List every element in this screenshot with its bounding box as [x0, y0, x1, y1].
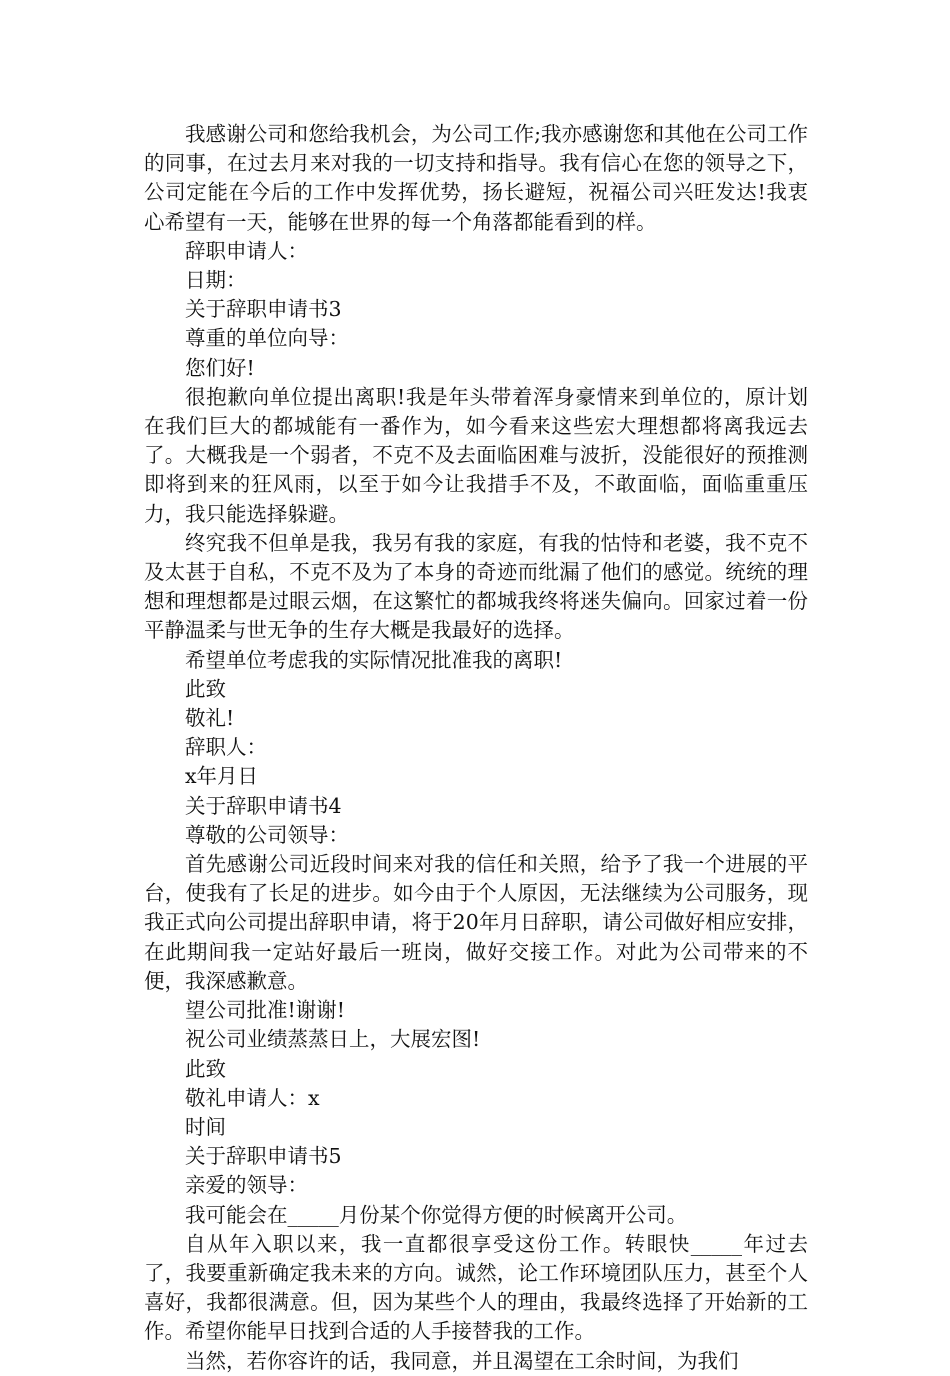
paragraph: 我可能会在_____月份某个你觉得方便的时候离开公司。: [185, 1202, 688, 1227]
paragraph: 亲爱的领导：: [185, 1173, 308, 1198]
paragraph: 此致: [185, 676, 226, 701]
paragraph: 辞职人：: [185, 735, 267, 760]
paragraph: 此致: [185, 1056, 226, 1081]
paragraph: 关于辞职申请书4: [185, 793, 342, 818]
paragraph: 辞职申请人：: [185, 238, 308, 263]
paragraph: 自从年入职以来，我一直都很享受这份工作。转眼快_____年过去了，我要重新确定我未来的方向。诚然，论工作环境团队压力，甚至个人喜好，我都很满意。但，因为某些个人的理由，我最终选择了开始新的工作。希望你能早日找到合适的人手接替我的工作。: [144, 1231, 808, 1344]
paragraph: x年月日: [185, 764, 259, 789]
paragraph: 关于辞职申请书3: [185, 297, 342, 322]
paragraph: 时间: [185, 1114, 226, 1139]
paragraph: 很抱歉向单位提出离职!我是年头带着浑身豪情来到单位的，原计划在我们巨大的都城能有一番作为，如今看来这些宏大理想都将离我远去了。大概我是一个弱者，不克不及去面临困难与波折，没能很好的预推测即将到来的狂风雨，以至于如今让我措手不及，不敢面临，面临重重压力，我只能选择躲避。: [144, 384, 808, 526]
paragraph: 敬礼!: [185, 706, 235, 731]
paragraph: 关于辞职申请书5: [185, 1144, 342, 1169]
paragraph: 日期：: [185, 268, 247, 293]
paragraph: 您们好!: [185, 355, 255, 380]
paragraph: 终究我不但单是我，我另有我的家庭，有我的怙恃和老婆，我不克不及太甚于自私，不克不及为了本身的奇迹而纰漏了他们的感觉。统统的理想和理想都是过眼云烟，在这繁忙的都城我终将迷失偏向。回家过着一份平静温柔与世无争的生存大概是我最好的选择。: [144, 530, 808, 643]
paragraph: 我感谢公司和您给我机会，为公司工作;我亦感谢您和其他在公司工作的同事，在过去月来对我的一切支持和指导。我有信心在您的领导之下，公司定能在今后的工作中发挥优势，扬长避短，祝福公司兴旺发达!我衷心希望有一天，能够在世界的每一个角落都能看到的样。: [144, 122, 808, 234]
paragraph: 首先感谢公司近段时间来对我的信任和关照，给予了我一个进展的平台，使我有了长足的进步。如今由于个人原因，无法继续为公司服务，现我正式向公司提出辞职申请，将于20年月日辞职，请公司做好相应安排，在此期间我一定站好最后一班岗，做好交接工作。对此为公司带来的不便，我深感歉意。: [144, 852, 808, 993]
paragraph: 尊敬的公司领导：: [185, 822, 349, 847]
paragraph: 当然，若你容许的话，我同意，并且渴望在工余时间，为我们: [185, 1348, 739, 1373]
paragraph: 希望单位考虑我的实际情况批准我的离职!: [185, 647, 563, 672]
paragraph: 望公司批准!谢谢!: [185, 998, 345, 1023]
paragraph: 祝公司业绩蒸蒸日上，大展宏图!: [185, 1027, 481, 1052]
document-body: [144, 120, 808, 1376]
paragraph: 尊重的单位向导：: [185, 326, 349, 351]
paragraph: 敬礼申请人：x: [185, 1085, 320, 1110]
